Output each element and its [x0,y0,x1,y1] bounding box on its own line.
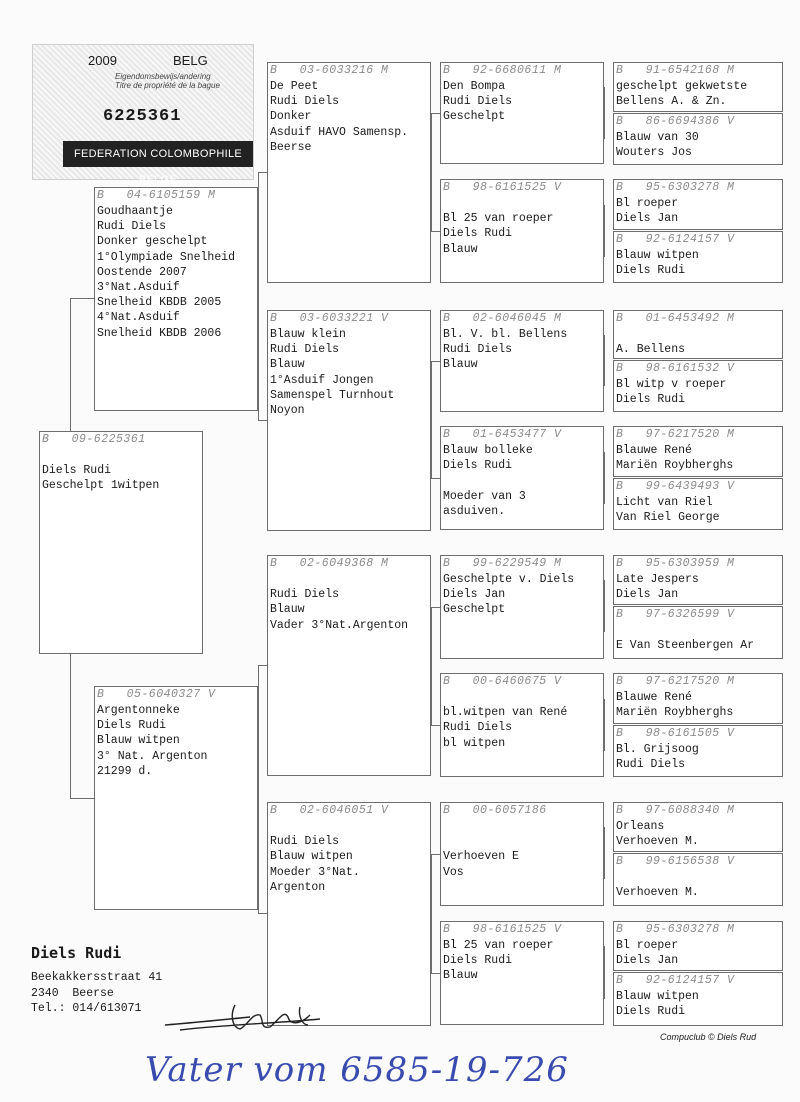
pigeon-details [616,989,780,1019]
pigeon-g3-2 [440,179,604,283]
ring-number: B 95-6303278 M [616,181,735,194]
pigeon-detail-line: Rudi Diels [443,343,513,357]
pigeon-detail-line: Blauw witpen [616,249,699,262]
pigeon-detail-line: Verhoeven E [443,850,519,864]
pigeon-detail-line: Goudhaantje [97,205,173,218]
footer-credit: Compuclub © Diels Rud [660,1032,757,1042]
pigeon-detail-line: Geschelpte v. Diels [443,573,575,586]
pigeon-detail-line: Geschelpt 1witpen [42,479,160,493]
pigeon-g4-6 [613,360,783,412]
pigeon-detail-line [270,819,428,834]
pigeon-details [616,938,780,968]
pigeon-detail-line: Donker geschelpt [97,235,208,249]
pigeon-details [616,870,780,900]
pigeon-detail-line: Blauw witpen [270,850,353,864]
pigeon-details [616,196,780,226]
pigeon-detail-line: Argenton [270,880,326,894]
pigeon-main [39,431,203,654]
pigeon-g4-16 [613,972,783,1026]
pigeon-g4-8 [613,478,783,530]
pigeon-details [616,79,780,109]
ring-number: B 02-6046045 M [443,312,562,325]
ring-number: B 98-6161525 V [443,181,562,194]
pigeon-detail-line: Diels Rudi [443,227,513,241]
pigeon-detail-line: Rudi Diels [270,343,340,357]
pigeon-details [616,495,780,525]
pigeon-detail-line [443,834,601,849]
pigeon-detail-line: Late Jespers [616,573,699,586]
pigeon-detail-line: Vader 3°Nat.Argenton [270,618,409,632]
owner-street: Beekakkersstraat 41 [31,971,163,984]
pigeon-detail-line: Verhoeven M. [616,835,699,849]
ring-number: B 97-6326599 V [616,608,735,621]
pigeon-detail-line: Verhoeven M. [616,886,699,900]
ring-number: B 92-6124157 V [616,974,735,987]
pigeon-detail-line: Blauw witpen [616,990,699,1003]
card-subtitle: Eigendomsbewijs/andering Titre de propriété de la bague [115,72,220,90]
pigeon-detail-line: asduiven. [443,504,506,518]
pigeon-detail-line: Diels Rudi [616,264,686,278]
pigeon-detail-line: Bl 25 van roeper [443,939,554,952]
pigeon-g4-15 [613,921,783,971]
pigeon-details [443,196,601,257]
pigeon-details [97,703,255,779]
pigeon-detail-line: Vos [443,865,464,879]
pigeon-detail-line: Bellens A. & Zn. [616,95,727,109]
pigeon-detail-line: Blauw van 30 [616,131,699,144]
pigeon-g4-3 [613,179,783,230]
pigeon-detail-line: geschelpt gekwetste [616,80,748,93]
pigeon-g4-7 [613,426,783,477]
pigeon-detail-line: Moeder van 3 [443,489,526,503]
pigeon-g4-11 [613,673,783,724]
pigeon-detail-line: 3° Nat. Argenton [97,749,208,763]
pigeon-detail-line: Mariën Roybherghs [616,706,734,720]
card-year: 2009 [88,53,117,68]
pigeon-detail-line: Licht van Riel [616,496,713,509]
ring-number: B 05-6040327 V [97,688,216,701]
pigeon-details [42,448,200,494]
pigeon-detail-line: Blauw [443,358,478,372]
pigeon-detail-line: Bl witp v roeper [616,378,727,391]
card-number: 6225361 [103,107,182,126]
pigeon-detail-line: 21299 d. [97,764,153,778]
pigeon-details [443,79,601,125]
ring-number: B 98-6161525 V [443,923,562,936]
ring-number: B 02-6046051 V [270,804,389,817]
pigeon-details [443,443,601,519]
ring-number: B 91-6542168 M [616,64,735,77]
pigeon-detail-line: Diels Rudi [42,464,112,478]
pigeon-details [616,377,780,407]
pigeon-detail-line: Diels Jan [616,954,679,968]
pigeon-details [443,938,601,984]
pigeon-detail-line: Geschelpt [443,603,506,617]
pigeon-details [616,130,780,160]
pigeon-g3-5 [440,555,604,659]
pigeon-detail-line: Wouters Jos [616,146,692,160]
pigeon-detail-line: Diels Jan [443,588,506,602]
pigeon-sire-sire [267,62,431,283]
pigeon-detail-line: A. Bellens [616,343,686,357]
pigeon-detail-line: Van Riel George [616,511,720,525]
pigeon-detail-line: Argentonneke [97,704,180,717]
pigeon-details [616,742,780,772]
pigeon-details [616,248,780,278]
pigeon-g4-13 [613,802,783,852]
ring-number: B 01-6453477 V [443,428,562,441]
pigeon-g3-4 [440,426,604,530]
pigeon-g4-14 [613,853,783,906]
pigeon-details [443,327,601,373]
ring-number: B 92-6124157 V [616,233,735,246]
pigeon-detail-line: Rudi Diels [270,95,340,109]
pigeon-detail-line: Blauw [270,603,305,617]
pigeon-detail-line: Moeder 3°Nat. [270,865,360,879]
pigeon-g3-1 [440,62,604,164]
pigeon-g3-6 [440,673,604,777]
card-country: BELG [173,53,208,68]
ring-number: B 09-6225361 [42,433,146,446]
signature [160,995,330,1040]
pigeon-details [616,443,780,473]
pigeon-detail-line [616,623,780,638]
pigeon-detail-line: Den Bompa [443,80,506,93]
pigeon-g4-9 [613,555,783,605]
pigeon-sire [94,187,258,411]
pigeon-detail-line: Bl. V. bl. Bellens [443,328,568,341]
pigeon-detail-line: De Peet [270,80,319,93]
pigeon-g4-2 [613,113,783,165]
owner-name: Diels Rudi [31,944,122,962]
pigeon-details [443,690,601,751]
ownership-card [32,44,254,186]
pigeon-dam-dam [267,802,431,1026]
pigeon-detail-line: Diels Jan [616,588,679,602]
ring-number: B 97-6217520 M [616,675,735,688]
pigeon-detail-line: Diels Rudi [616,393,686,407]
pigeon-detail-line: Bl 25 van roeper [443,212,554,226]
ring-number: B 99-6229549 M [443,557,562,570]
ring-number: B 97-6217520 M [616,428,735,441]
pigeon-details [616,327,780,357]
ring-number: B 92-6680611 M [443,64,562,77]
pigeon-detail-line: Blauw [443,242,478,256]
pigeon-detail-line [616,870,780,885]
ring-number: B 00-6460675 V [443,675,562,688]
pigeon-detail-line: Snelheid KBDB 2006 [97,326,222,340]
pigeon-detail-line: Oostende 2007 [97,265,187,279]
pigeon-details [97,204,255,341]
federation-banner: FEDERATION COLOMBOPHILE BELGE [63,141,253,167]
pigeon-detail-line: Blauw klein [270,328,346,341]
pigeon-details [616,690,780,720]
ring-number: B 02-6049368 M [270,557,389,570]
pigeon-detail-line: Samenspel Turnhout [270,388,395,402]
pigeon-detail-line: 1°Olympiade Snelheid [97,250,236,264]
pigeon-g3-7 [440,802,604,906]
pigeon-detail-line: Beerse [270,140,312,154]
pigeon-detail-line: Snelheid KBDB 2005 [97,296,222,310]
pigeon-detail-line: Rudi Diels [270,588,340,602]
pigeon-detail-line: Blauwe René [616,691,692,704]
pigeon-g3-3 [440,310,604,412]
pigeon-detail-line: Bl. Grijsoog [616,743,699,756]
ring-number: B 98-6161532 V [616,362,735,375]
pigeon-dam-sire [267,555,431,776]
pigeon-detail-line [443,819,601,834]
pigeon-detail-line: E Van Steenbergen Ar [616,639,755,653]
pigeon-details [270,79,428,155]
pigeon-detail-line: Diels Rudi [616,1005,686,1019]
ring-number: B 01-6453492 M [616,312,735,325]
pigeon-detail-line: 1°Asduif Jongen [270,373,374,387]
pigeon-detail-line: bl.witpen van René [443,706,568,720]
ring-number: B 99-6156538 V [616,855,735,868]
pigeon-g4-4 [613,231,783,283]
ring-number: B 03-6033216 M [270,64,389,77]
owner-city: 2340 Beerse [31,987,114,1000]
pigeon-details [616,819,780,849]
pigeon-detail-line: 4°Nat.Asduif [97,311,180,325]
ring-number: B 97-6088340 M [616,804,735,817]
pigeon-detail-line: Diels Jan [616,212,679,226]
pigeon-detail-line: Diels Rudi [443,459,513,473]
pigeon-details [443,572,601,618]
pigeon-detail-line: Rudi Diels [443,721,513,735]
pigeon-detail-line: 3°Nat.Asduif [97,281,180,295]
pigeon-detail-line [443,473,601,488]
ring-number: B 00-6057186 [443,804,547,817]
pigeon-g4-12 [613,725,783,777]
ring-number: B 99-6439493 V [616,480,735,493]
ring-number: B 03-6033221 V [270,312,389,325]
pigeon-detail-line: Geschelpt [443,110,506,124]
pigeon-detail-line: Rudi Diels [616,758,686,772]
pigeon-detail-line: Diels Rudi [443,954,513,968]
pigeon-detail-line: Rudi Diels [97,220,167,234]
pigeon-detail-line: Blauw bolleke [443,444,533,457]
pigeon-detail-line [443,196,601,211]
pigeon-detail-line: Bl roeper [616,197,679,210]
pigeon-detail-line [443,690,601,705]
pigeon-details [616,572,780,602]
pigeon-details [270,327,428,418]
pigeon-g4-10 [613,606,783,659]
pigeon-detail-line [616,327,780,342]
pigeon-detail-line: Diels Rudi [97,719,167,733]
pigeon-details [443,819,601,880]
ring-number: B 98-6161505 V [616,727,735,740]
pigeon-detail-line [270,572,428,587]
owner-phone: Tel.: 014/613071 [31,1002,142,1015]
ring-number: B 04-6105159 M [97,189,216,202]
ring-number: B 95-6303278 M [616,923,735,936]
pigeon-detail-line: Rudi Diels [270,835,340,849]
pigeon-detail-line: Blauwe René [616,444,692,457]
pigeon-detail-line: bl witpen [443,736,506,750]
pigeon-detail-line: Blauw witpen [97,734,180,748]
pigeon-detail-line: Orleans [616,820,665,833]
pigeon-g3-8 [440,921,604,1025]
pigeon-details [616,623,780,653]
pigeon-dam [94,686,258,910]
handwritten-note: Vater vom 6585-19-726 [145,1050,569,1090]
pigeon-sire-dam [267,310,431,531]
pigeon-detail-line: Noyon [270,404,305,418]
ring-number: B 95-6303959 M [616,557,735,570]
pigeon-g4-1 [613,62,783,112]
pigeon-g4-5 [613,310,783,359]
pigeon-detail-line: Asduif HAVO Samensp. [270,125,409,139]
pigeon-detail-line: Blauw [443,969,478,983]
pigeon-detail-line: Bl roeper [616,939,679,952]
pigeon-details [270,819,428,895]
pigeon-details [270,572,428,633]
pigeon-detail-line [42,448,200,463]
ring-number: B 86-6694386 V [616,115,735,128]
pigeon-detail-line: Mariën Roybherghs [616,459,734,473]
pigeon-detail-line: Rudi Diels [443,95,513,109]
pigeon-detail-line: Blauw [270,358,305,372]
pigeon-detail-line: Donker [270,110,312,124]
